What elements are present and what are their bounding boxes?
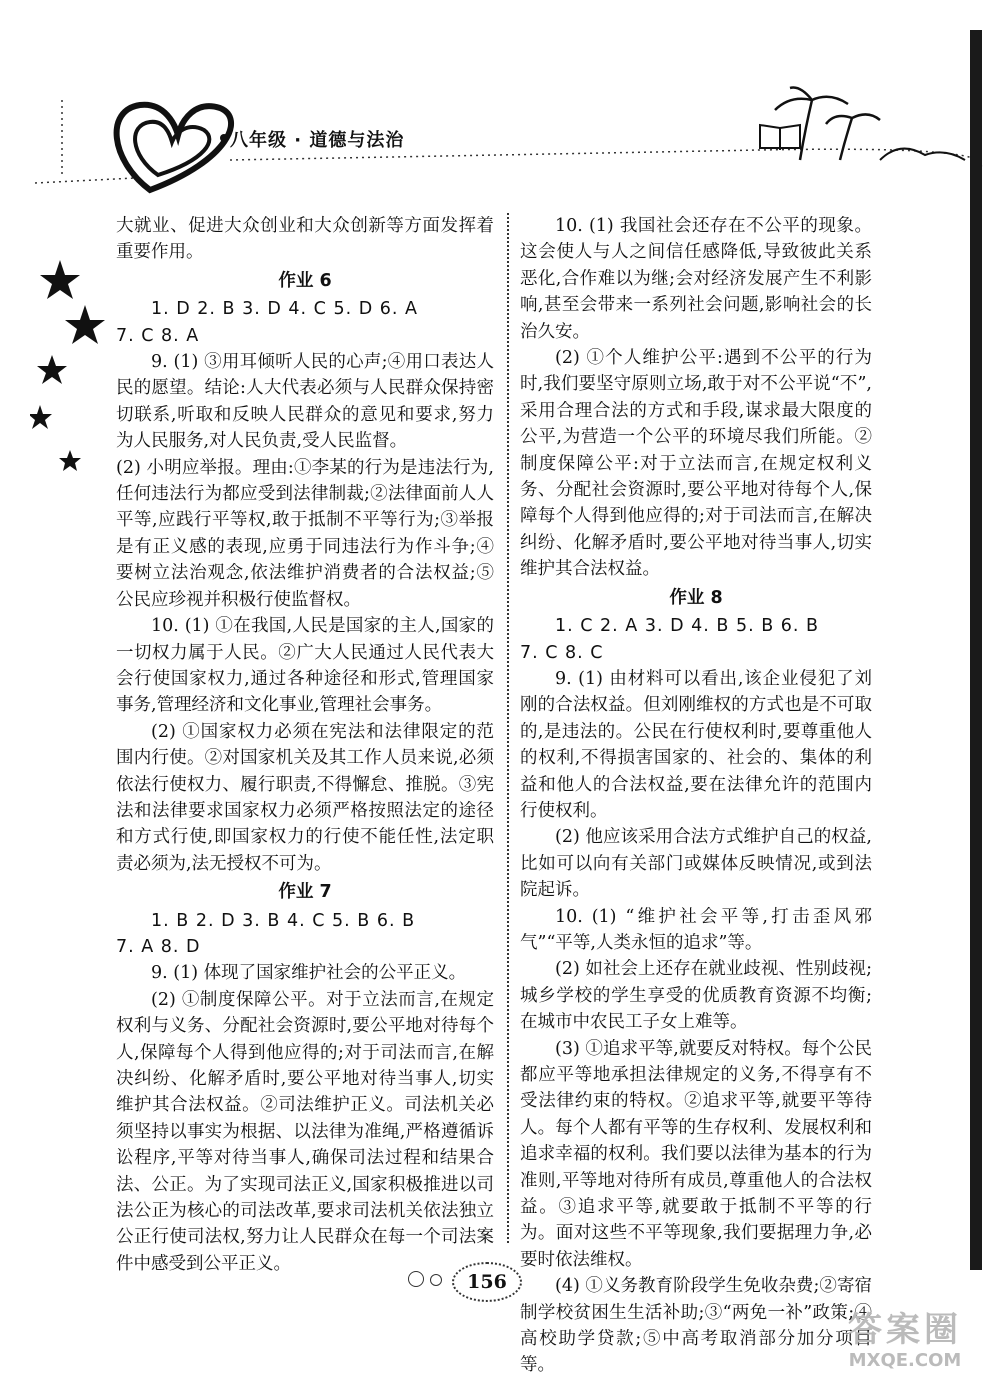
section-heading: 作业 8 xyxy=(669,587,723,608)
stars-decoration xyxy=(30,250,110,480)
answer-paragraph: 1. D 2. B 3. D 4. C 5. D 6. A xyxy=(151,299,418,320)
answer-paragraph: 10. (1) ①在我国,人民是国家的主人,国家的一切权力属于人民。②广大人民通过人民代表大会行使国家权力,通过各种途径和形式,管理国家事务,管理经济和文化事业,管理社会事务。 xyxy=(116,616,494,716)
page-number: 156 xyxy=(452,1262,522,1302)
answer-paragraph: (4) ①义务教育阶段学生免收杂费;②寄宿制学校贫困生生活补助;③“两免一补”政策;④高校助学贷款;⑤中高考取消部分加分项目等。 xyxy=(520,1276,872,1376)
answer-paragraph: 9. (1) 由材料可以看出,该企业侵犯了刘刚的合法权益。但刘刚维权的方式也是不可取的,是违法的。公民在行使权利时,要尊重他人的权利,不得损害国家的、社会的、集体的利益和他人的合法权益,要在法律允许的范围内行使权利。 xyxy=(520,668,872,821)
right-column xyxy=(520,213,872,1379)
section-heading: 作业 7 xyxy=(278,882,332,903)
answer-paragraph: (2) ①制度保障公平。对于立法而言,在规定权利与义务、分配社会资源时,要公平地对待每个人,保障每个人得到他应得的;对于司法而言,在解决纠纷、化解矛盾时,要公平地对待当事人,切实维护其合法权益。②司法维护正义。司法机关必须坚持以事实为根据、以法律为准绳,严格遵循诉讼程序,平等对待当事人,确保司法过程和结果合法、公正。为了实现司法正义,国家积极推进以司法公正为核心的司法改革,要求司法机关依法独立公正行使司法权,努力让人民群众在每一个司法案件中感受到公平正义。 xyxy=(116,989,494,1274)
circle-icon xyxy=(408,1271,424,1287)
watermark xyxy=(820,1310,990,1390)
left-column xyxy=(116,213,494,1277)
answer-paragraph: 7. C 8. C xyxy=(520,642,604,663)
answer-paragraph: (2) 他应该采用合法方式维护自己的权益,比如可以向有关部门或媒体反映情况,或到法院起诉。 xyxy=(520,827,872,901)
star-icon xyxy=(59,450,81,471)
answer-paragraph: 大就业、促进大众创业和大众创新等方面发挥着重要作用。 xyxy=(116,216,494,263)
circle-icon xyxy=(430,1274,442,1286)
answer-paragraph: 10. (1) 我国社会还存在不公平的现象。这会使人与人之间信任感降低,导致彼此关系恶化,合作难以为继;会对经济发展产生不利影响,甚至会带来一系列社会问题,影响社会的长治久安。 xyxy=(520,216,872,342)
answer-paragraph: (2) ①个人维护公平:遇到不公平的行为时,我们要坚守原则立场,敢于对不公平说“不”,采用合理合法的方式和手段,谋求最大限度的公平,为营造一个公平的环境尽我们所能。②制度保障公平:对于立法而言,在规定权利义务、分配社会资源时,要公平地对待每个人,保障每个人得到他应得的;对于司法而言,在解决纠纷、化解矛盾时,要公平地对待当事人,切实维护其合法权益。 xyxy=(520,348,872,580)
header-title: 八年级 · 道德与法治 xyxy=(230,130,405,151)
hearts-logo xyxy=(117,105,231,190)
watermark-main: 答案圈 xyxy=(848,1310,962,1350)
star-icon xyxy=(30,405,52,429)
star-icon xyxy=(37,355,67,384)
answer-paragraph: 9. (1) 体现了国家维护社会的公平正义。 xyxy=(151,963,467,984)
page-edge-bar xyxy=(970,30,982,1270)
answer-paragraph: 1. C 2. A 3. D 4. B 5. B 6. B xyxy=(555,616,820,637)
answer-paragraph: (3) ①追求平等,就要反对特权。每个公民都应平等地承担法律规定的义务,不得享有不受法律约束的特权。②追求平等,就要平等待人。每个人都有平等的生存权利、发展权利和追求幸福的权利。我们要以法律为基本的行为准则,平等地对待所有成员,尊重他人的合法权益。③追求平等,就要敢于抵制不平等的行为。面对这些不平等现象,我们要据理力争,必要时依法维权。 xyxy=(520,1038,872,1270)
page-header xyxy=(0,0,1000,205)
column-divider xyxy=(507,213,509,1243)
answer-paragraph: (2) 小明应举报。理由:①李某的行为是违法行为,任何违法行为都应受到法律制裁;②法律面前人人平等,应践行平等权,敢于抵制不平等行为;③举报是有正义感的表现,应勇于同违法行为作斗争;④要树立法治观念,依法维护消费者的合法权益;⑤公民应珍视并积极行使监督权。 xyxy=(116,457,494,610)
answer-paragraph: 7. C 8. A xyxy=(116,325,200,346)
star-icon xyxy=(40,260,80,299)
answer-paragraph: 1. B 2. D 3. B 4. C 5. B 6. B xyxy=(151,910,416,931)
palm-tree-icon xyxy=(775,88,880,161)
answer-paragraph: (2) ①国家权力必须在宪法和法律限定的范围内行使。②对国家机关及其工作人员来说,必须依法行使权力、履行职责,不得懈怠、推脱。③宪法和法律要求国家权力必须严格按照法定的途径和方式行使,即国家权力的行使不能任性,法定职责必须为,法无授权不可为。 xyxy=(116,721,494,874)
section-heading: 作业 6 xyxy=(278,270,332,291)
answer-paragraph: 7. A 8. D xyxy=(116,936,201,957)
open-book-icon xyxy=(760,125,800,150)
answer-paragraph: 10. (1) “维护社会平等,打击歪风邪气”“平等,人类永恒的追求”等。 xyxy=(520,906,872,953)
header-decoration xyxy=(0,0,1000,205)
watermark-sub: MXQE.COM xyxy=(848,1350,962,1371)
answer-paragraph: (2) 如社会上还存在就业歧视、性别歧视;城乡学校的学生享受的优质教育资源不均衡;在城市中农民工子女上难等。 xyxy=(520,959,872,1033)
star-icon xyxy=(65,305,105,344)
answer-paragraph: 9. (1) ③用耳倾听人民的心声;④用口表达人民的愿望。结论:人大代表必须与人民群众保持密切联系,听取和反映人民群众的意见和要求,努力为人民服务,对人民负责,受人民监督。 xyxy=(116,352,494,452)
